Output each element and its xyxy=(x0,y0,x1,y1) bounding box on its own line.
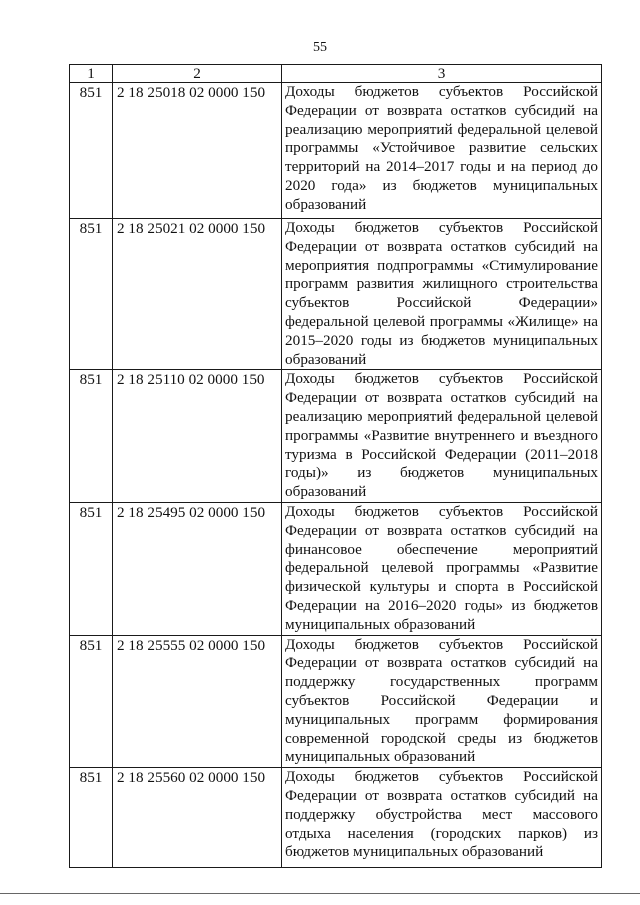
table-row xyxy=(70,219,602,370)
table-header-row xyxy=(70,65,602,83)
page-number: 55 xyxy=(313,40,327,55)
revenue-code-cell: 2 18 25018 02 0000 150 xyxy=(113,83,282,219)
revenue-description-cell: Доходы бюджетов субъектов Российской Федерации от возврата остатков субсидий на финансовое обеспечение мероприятий федеральной целевой программы «Развитие физической культуры и спорта в Российской Федерации на 2016–2020 годы» из бюджетов муниципальных образований xyxy=(282,502,602,635)
revenue-description-cell: Доходы бюджетов субъектов Российской Федерации от возврата остатков субсидий на поддержку государственных программ субъектов Российской Федерации и муниципальных программ формирования современной городской среды из бюджетов муниципальных образований xyxy=(282,635,602,768)
revenue-code-cell: 2 18 25495 02 0000 150 xyxy=(113,502,282,635)
page-bottom-edge xyxy=(0,893,640,894)
column-header-3: 3 xyxy=(282,65,602,83)
admin-code-cell: 851 xyxy=(70,768,113,868)
revenue-code-cell: 2 18 25560 02 0000 150 xyxy=(113,768,282,868)
table-row xyxy=(70,370,602,503)
column-header-1: 1 xyxy=(70,65,113,83)
admin-code-cell: 851 xyxy=(70,83,113,219)
admin-code-cell: 851 xyxy=(70,219,113,370)
table-row xyxy=(70,502,602,635)
column-header-2: 2 xyxy=(113,65,282,83)
admin-code-cell: 851 xyxy=(70,370,113,503)
admin-code-cell: 851 xyxy=(70,502,113,635)
admin-code-cell: 851 xyxy=(70,635,113,768)
table-row xyxy=(70,768,602,868)
table-row xyxy=(70,83,602,219)
revenue-code-cell: 2 18 25110 02 0000 150 xyxy=(113,370,282,503)
revenue-codes-table xyxy=(69,64,602,868)
revenue-code-cell: 2 18 25021 02 0000 150 xyxy=(113,219,282,370)
revenue-description-cell: Доходы бюджетов субъектов Российской Федерации от возврата остатков субсидий на реализацию мероприятий федеральной целевой программы «Устойчивое развитие сельских территорий на 2014–2017 годы и на период до 2020 года» из бюджетов муниципальных образований xyxy=(282,83,602,219)
revenue-description-cell: Доходы бюджетов субъектов Российской Федерации от возврата остатков субсидий на реализацию мероприятий федеральной целевой программы «Развитие внутреннего и въездного туризма в Российской Федерации (2011–2018 годы)» из бюджетов муниципальных образований xyxy=(282,370,602,503)
table-row xyxy=(70,635,602,768)
revenue-description-cell: Доходы бюджетов субъектов Российской Федерации от возврата остатков субсидий на мероприятия подпрограммы «Стимулирование программ развития жилищного строительства субъектов Российской Федерации» федеральной целевой программы «Жилище» на 2015–2020 годы из бюджетов муниципальных образований xyxy=(282,219,602,370)
revenue-code-cell: 2 18 25555 02 0000 150 xyxy=(113,635,282,768)
revenue-description-cell: Доходы бюджетов субъектов Российской Федерации от возврата остатков субсидий на поддержку обустройства мест массового отдыха населения (городских парков) из бюджетов муниципальных образований xyxy=(282,768,602,868)
